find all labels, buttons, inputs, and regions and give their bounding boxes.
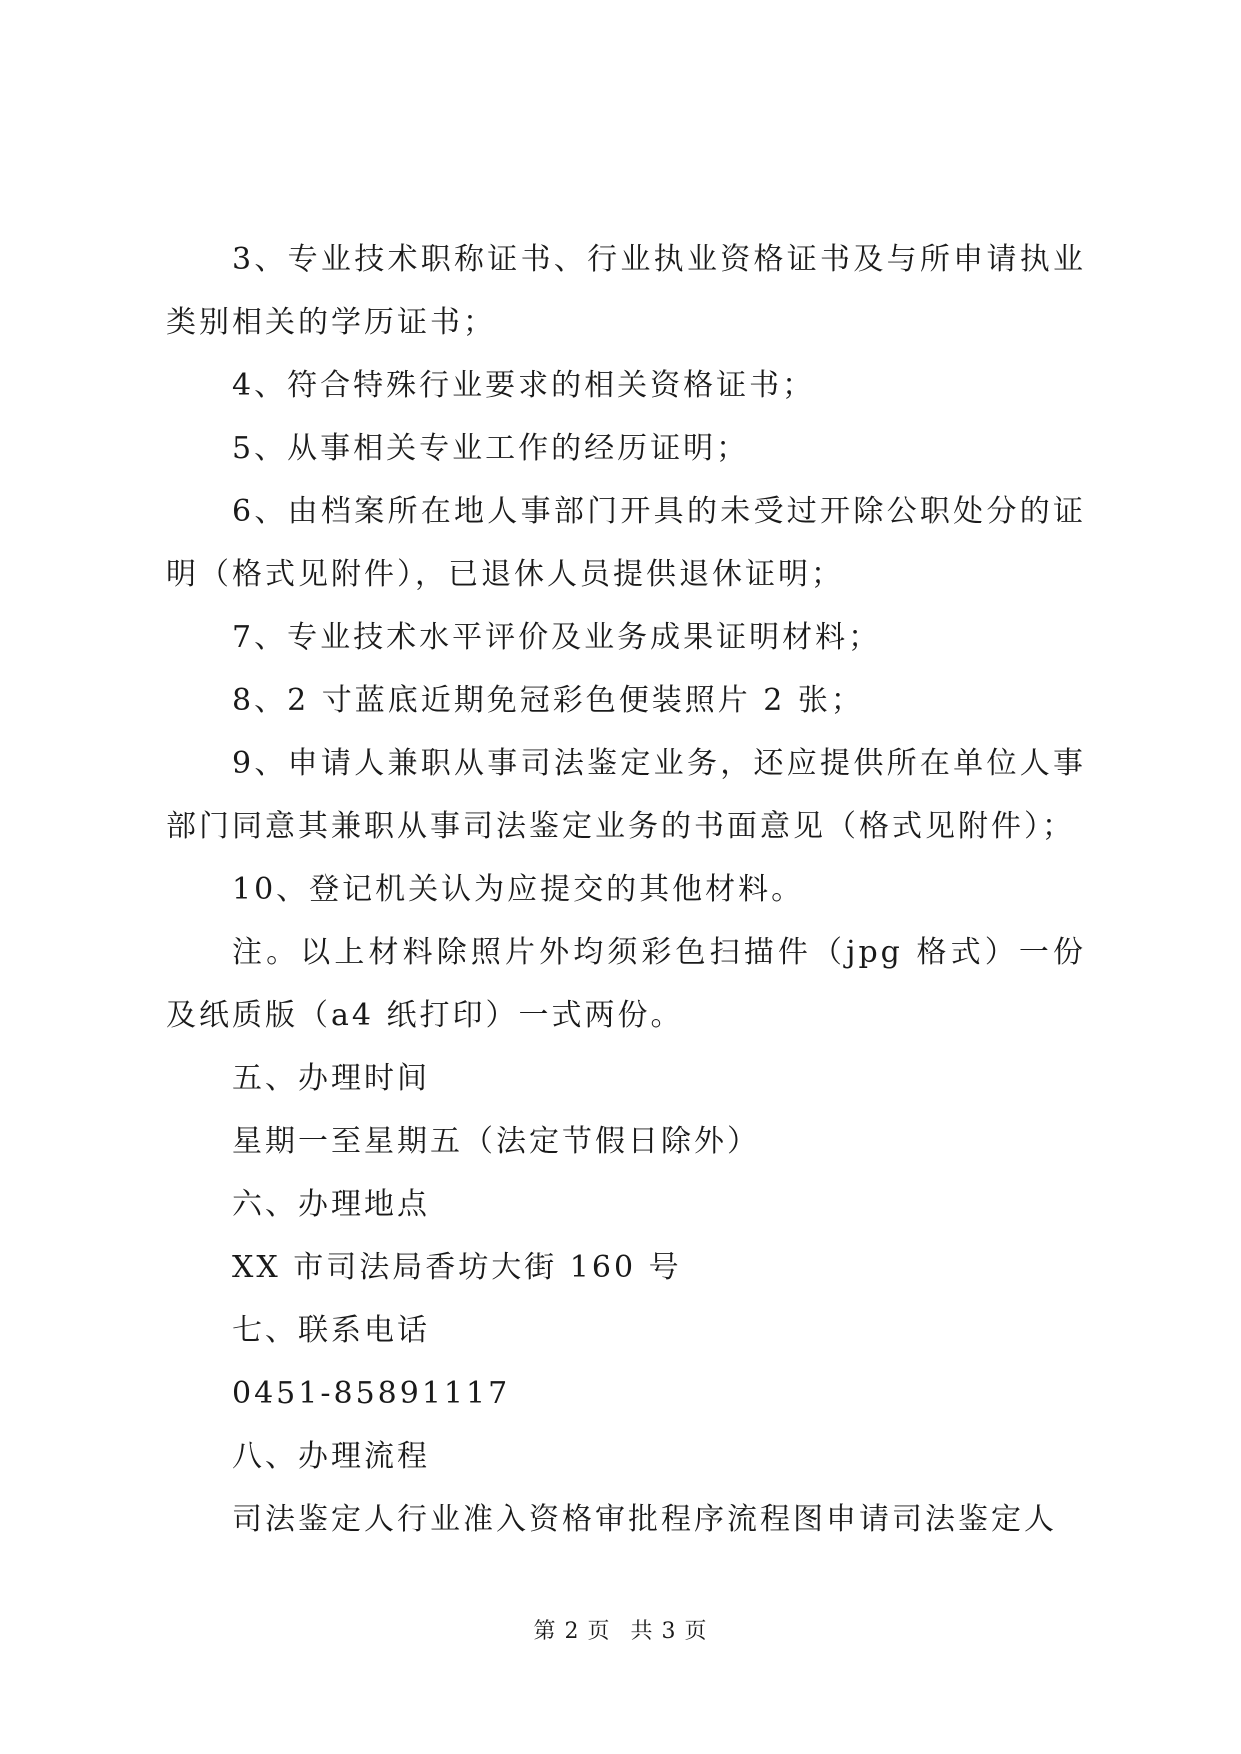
page-number: 第 2 页 (533, 1619, 611, 1644)
section-heading-location: 六、办理地点 (232, 1187, 430, 1222)
paragraph-item-9: 9、申请人兼职从事司法鉴定业务，还应提供所在单位人事部门同意其兼职从事司法鉴定业务的书面意见（格式见附件）； (166, 746, 1086, 844)
section-heading-time: 五、办理时间 (232, 1061, 430, 1096)
contact-phone: 0451-85891117 (232, 1376, 511, 1411)
paragraph-note: 注。以上材料除照片外均须彩色扫描件（jpg 格式）一份及纸质版（a4 纸打印）一式两份。 (166, 935, 1086, 1033)
office-address: XX 市司法局香坊大街 160 号 (232, 1250, 682, 1285)
paragraph-item-10: 10、登记机关认为应提交的其他材料。 (232, 872, 805, 907)
paragraph-item-6: 6、由档案所在地人事部门开具的未受过开除公职处分的证明（格式见附件），已退休人员提供退休证明； (166, 494, 1086, 592)
paragraph-item-8: 8、2 寸蓝底近期免冠彩色便装照片 2 张； (232, 683, 864, 718)
paragraph-item-7: 7、专业技术水平评价及业务成果证明材料； (232, 620, 882, 655)
paragraph-item-4: 4、符合特殊行业要求的相关资格证书； (232, 368, 816, 403)
process-description: 司法鉴定人行业准入资格审批程序流程图申请司法鉴定人 (232, 1502, 1057, 1537)
paragraph-item-3: 3、专业技术职称证书、行业执业资格证书及与所申请执业类别相关的学历证书； (166, 242, 1086, 340)
section-heading-phone: 七、联系电话 (232, 1313, 430, 1348)
paragraph-item-5: 5、从事相关专业工作的经历证明； (232, 431, 750, 466)
page-total: 共 3 页 (630, 1619, 708, 1644)
office-hours: 星期一至星期五（法定节假日除外） (232, 1124, 760, 1159)
section-heading-process: 八、办理流程 (232, 1439, 430, 1474)
document-body (166, 228, 1086, 1551)
page-footer (0, 1614, 1241, 1645)
